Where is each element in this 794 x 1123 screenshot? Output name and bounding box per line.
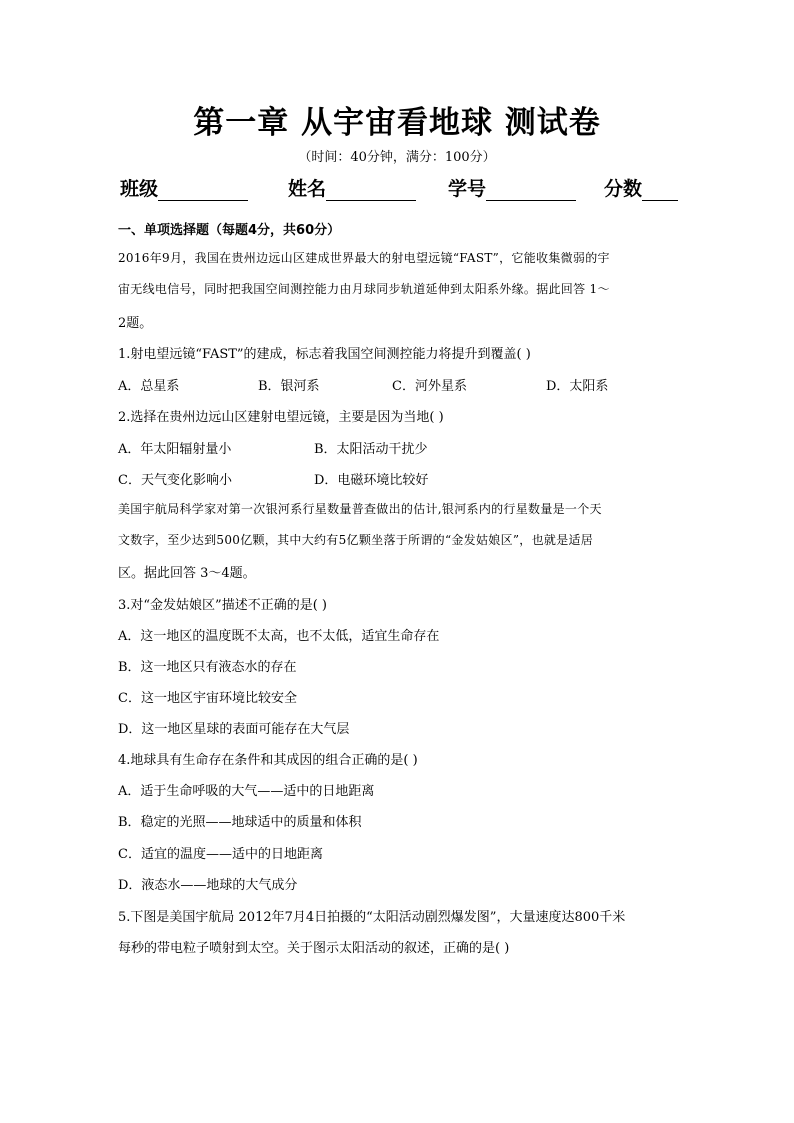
q4-option-d[interactable]: D．液态水——地球的大气成分	[118, 878, 298, 893]
q1-option-d[interactable]: D．太阳系	[546, 379, 609, 394]
question-3-stem: 3.对“金发姑娘区”描述不正确的是( )	[118, 598, 327, 613]
q1-option-b[interactable]: B．银河系	[258, 379, 320, 394]
material-1-line-1: 2016年9月，我国在贵州边远山区建成世界最大的射电望远镜“FAST”，它能收集微弱的宇	[118, 251, 610, 265]
material-2-line-1: 美国宇航局科学家对第一次银河系行星数量普查做出的估计,银河系内的行星数量是一个天	[118, 502, 602, 516]
q2-option-a[interactable]: A．年太阳辐射量小	[118, 442, 232, 457]
q3-option-c[interactable]: C．这一地区宇宙环境比较安全	[118, 691, 297, 706]
score-blank[interactable]	[642, 180, 678, 201]
name-field	[288, 174, 416, 201]
question-2-options-row-2	[118, 469, 678, 489]
section-heading: 一、单项选择题（每题4分，共60分）	[118, 223, 341, 238]
q3-option-b[interactable]: B．这一地区只有液态水的存在	[118, 660, 297, 675]
material-1-line-3: 2题。	[118, 316, 153, 331]
q4-option-a[interactable]: A．适于生命呼吸的大气——适中的日地距离	[118, 784, 375, 799]
question-5-stem-line-2: 每秒的带电粒子喷射到太空。关于图示太阳活动的叙述，正确的是( )	[118, 941, 510, 956]
name-label: 姓名	[288, 178, 327, 200]
question-4-stem: 4.地球具有生命存在条件和其成因的组合正确的是( )	[118, 753, 418, 768]
question-1-options	[118, 375, 678, 395]
material-1-line-2: 宙无线电信号，同时把我国空间测控能力由月球同步轨道延伸到太阳系外缘。据此回答 1～	[118, 282, 610, 296]
class-field	[120, 174, 248, 201]
question-1-stem: 1.射电望远镜“FAST”的建成，标志着我国空间测控能力将提升到覆盖( )	[118, 347, 531, 362]
score-field	[604, 174, 678, 201]
material-2-line-2: 文数字，至少达到500亿颗，其中大约有5亿颗坐落于所谓的“金发姑娘区”，也就是适居	[118, 533, 594, 547]
student-number-label: 学号	[448, 178, 487, 200]
q2-option-c[interactable]: C．天气变化影响小	[118, 473, 232, 488]
score-label: 分数	[604, 178, 643, 200]
class-blank[interactable]	[158, 180, 248, 201]
q3-option-a[interactable]: A．这一地区的温度既不太高，也不太低，适宜生命存在	[118, 629, 440, 644]
student-info-row	[120, 174, 680, 202]
material-2-line-3: 区。据此回答 3～4题。	[118, 566, 256, 581]
q1-option-a[interactable]: A．总星系	[118, 379, 180, 394]
student-number-field	[448, 174, 576, 201]
exam-time-info: （时间：40分钟，满分：100分）	[298, 150, 496, 165]
name-blank[interactable]	[326, 180, 416, 201]
q1-option-c[interactable]: C．河外星系	[392, 379, 467, 394]
class-label: 班级	[120, 178, 159, 200]
question-2-stem: 2.选择在贵州边远山区建射电望远镜，主要是因为当地( )	[118, 410, 444, 425]
page-title: 第一章 从宇宙看地球 测试卷	[193, 105, 601, 141]
q2-option-d[interactable]: D．电磁环境比较好	[314, 473, 429, 488]
q3-option-d[interactable]: D．这一地区星球的表面可能存在大气层	[118, 722, 350, 737]
question-5-stem-line-1: 5.下图是美国宇航局 2012年7月4日拍摄的“太阳活动剧烈爆发图”，大量速度达800千米	[118, 910, 626, 925]
student-number-blank[interactable]	[486, 180, 576, 201]
q4-option-c[interactable]: C．适宜的温度——适中的日地距离	[118, 847, 323, 862]
q4-option-b[interactable]: B．稳定的光照——地球适中的质量和体积	[118, 815, 362, 830]
q2-option-b[interactable]: B．太阳活动干扰少	[314, 442, 428, 457]
question-2-options-row-1	[118, 438, 678, 458]
